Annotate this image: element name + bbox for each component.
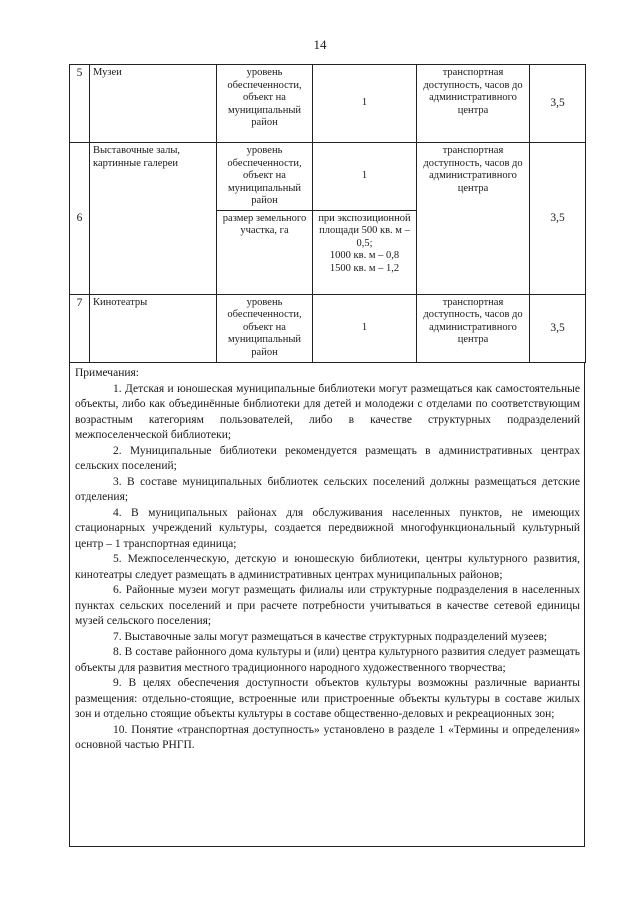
land-plot-size-line: при экспозиционной площади 500 кв. м – 0,5; <box>318 212 411 249</box>
land-plot-size-line: 1000 кв. м – 0,8 <box>329 250 400 261</box>
note-item: 2. Муниципальные библиотеки рекомендуется размещать в административных центрах сельских поселений; <box>75 444 580 472</box>
table-row <box>70 294 586 362</box>
note-item: 7. Выставочные залы могут размещаться в качестве структурных подразделений музеев; <box>113 630 548 643</box>
facility-name: Выставочные залы, картинные галереи <box>90 143 217 295</box>
land-plot-sizes <box>313 210 417 294</box>
notes-section <box>69 363 585 847</box>
indicator: уровень обеспеченности, объект на муниципальный район <box>217 65 313 143</box>
accessibility: транспортная доступность, часов до административного центра <box>417 294 530 362</box>
note-item: 1. Детская и юношеская муниципальные библиотеки могут размещаться как самостоятельные объекты, либо как объединённые библиотеки для детей и молодежи с отделами по соответствующим возрастным категориям пользователей, либо в качестве структурных подразделений межпоселенческой библиотеки; <box>75 382 580 441</box>
note-item: 5. Межпоселенческую, детскую и юношескую библиотеки, центры культурного развития, кинотеатры следует размещать в административных центрах муниципальных районов; <box>75 553 580 581</box>
note-item: 10. Понятие «транспортная доступность» установлено в разделе 1 «Термины и определения» основной частью РНГП. <box>75 723 580 751</box>
row-number: 7 <box>70 294 90 362</box>
note-item: 4. В муниципальных районах для обслуживания населенных пунктов, не имеющих стационарных учреждений культуры, создается передвижной многофункциональный культурный центр – 1 транспортная единица; <box>75 506 580 550</box>
accessibility: транспортная доступность, часов до административного центра <box>417 65 530 143</box>
row-number: 6 <box>70 143 90 295</box>
accessibility: транспортная доступность, часов до административного центра <box>417 143 530 295</box>
row-number: 5 <box>70 65 90 143</box>
notes-title: Примечания: <box>75 367 139 379</box>
facility-name: Музеи <box>90 65 217 143</box>
indicator-value: 1 <box>313 65 417 143</box>
table-row <box>70 65 586 143</box>
indicator: уровень обеспеченности, объект на муниципальный район <box>217 294 313 362</box>
culture-facilities-table <box>69 64 586 363</box>
land-plot-size-line: 1500 кв. м – 1,2 <box>329 262 400 274</box>
indicator-value: 1 <box>313 294 417 362</box>
note-item: 6. Районные музеи могут размещать филиалы или структурные подразделения в населенных пунктах сельских поселений и при расчете потребности учитываться в качестве сетевой единицы музей сельского поселения; <box>75 584 580 627</box>
page-number: 14 <box>313 37 327 52</box>
table-row <box>70 143 586 211</box>
note-item: 8. В составе районного дома культуры и (или) центра культурного развития следует размещать объекты для развития местного традиционного народного художественного творчества; <box>75 646 580 674</box>
accessibility-value: 3,5 <box>530 294 586 362</box>
accessibility-value: 3,5 <box>530 143 586 295</box>
indicator: уровень обеспеченности, объект на муниципальный район <box>217 143 313 211</box>
note-item: 9. В целях обеспечения доступности объектов культуры возможны различные варианты размещения: отдельно-стоящие, встроенные или пристроенные объекты культуры в составе жилых зон и отдельно стоящие объекты культуры в составе общественно-деловых и рекреационных зон; <box>75 677 580 720</box>
note-item: 3. В составе муниципальных библиотек сельских поселений должны размещаться детские отделения; <box>75 475 580 503</box>
accessibility-value: 3,5 <box>530 65 586 143</box>
indicator: размер земельного участка, га <box>217 210 313 294</box>
facility-name: Кинотеатры <box>90 294 217 362</box>
indicator-value: 1 <box>313 143 417 211</box>
